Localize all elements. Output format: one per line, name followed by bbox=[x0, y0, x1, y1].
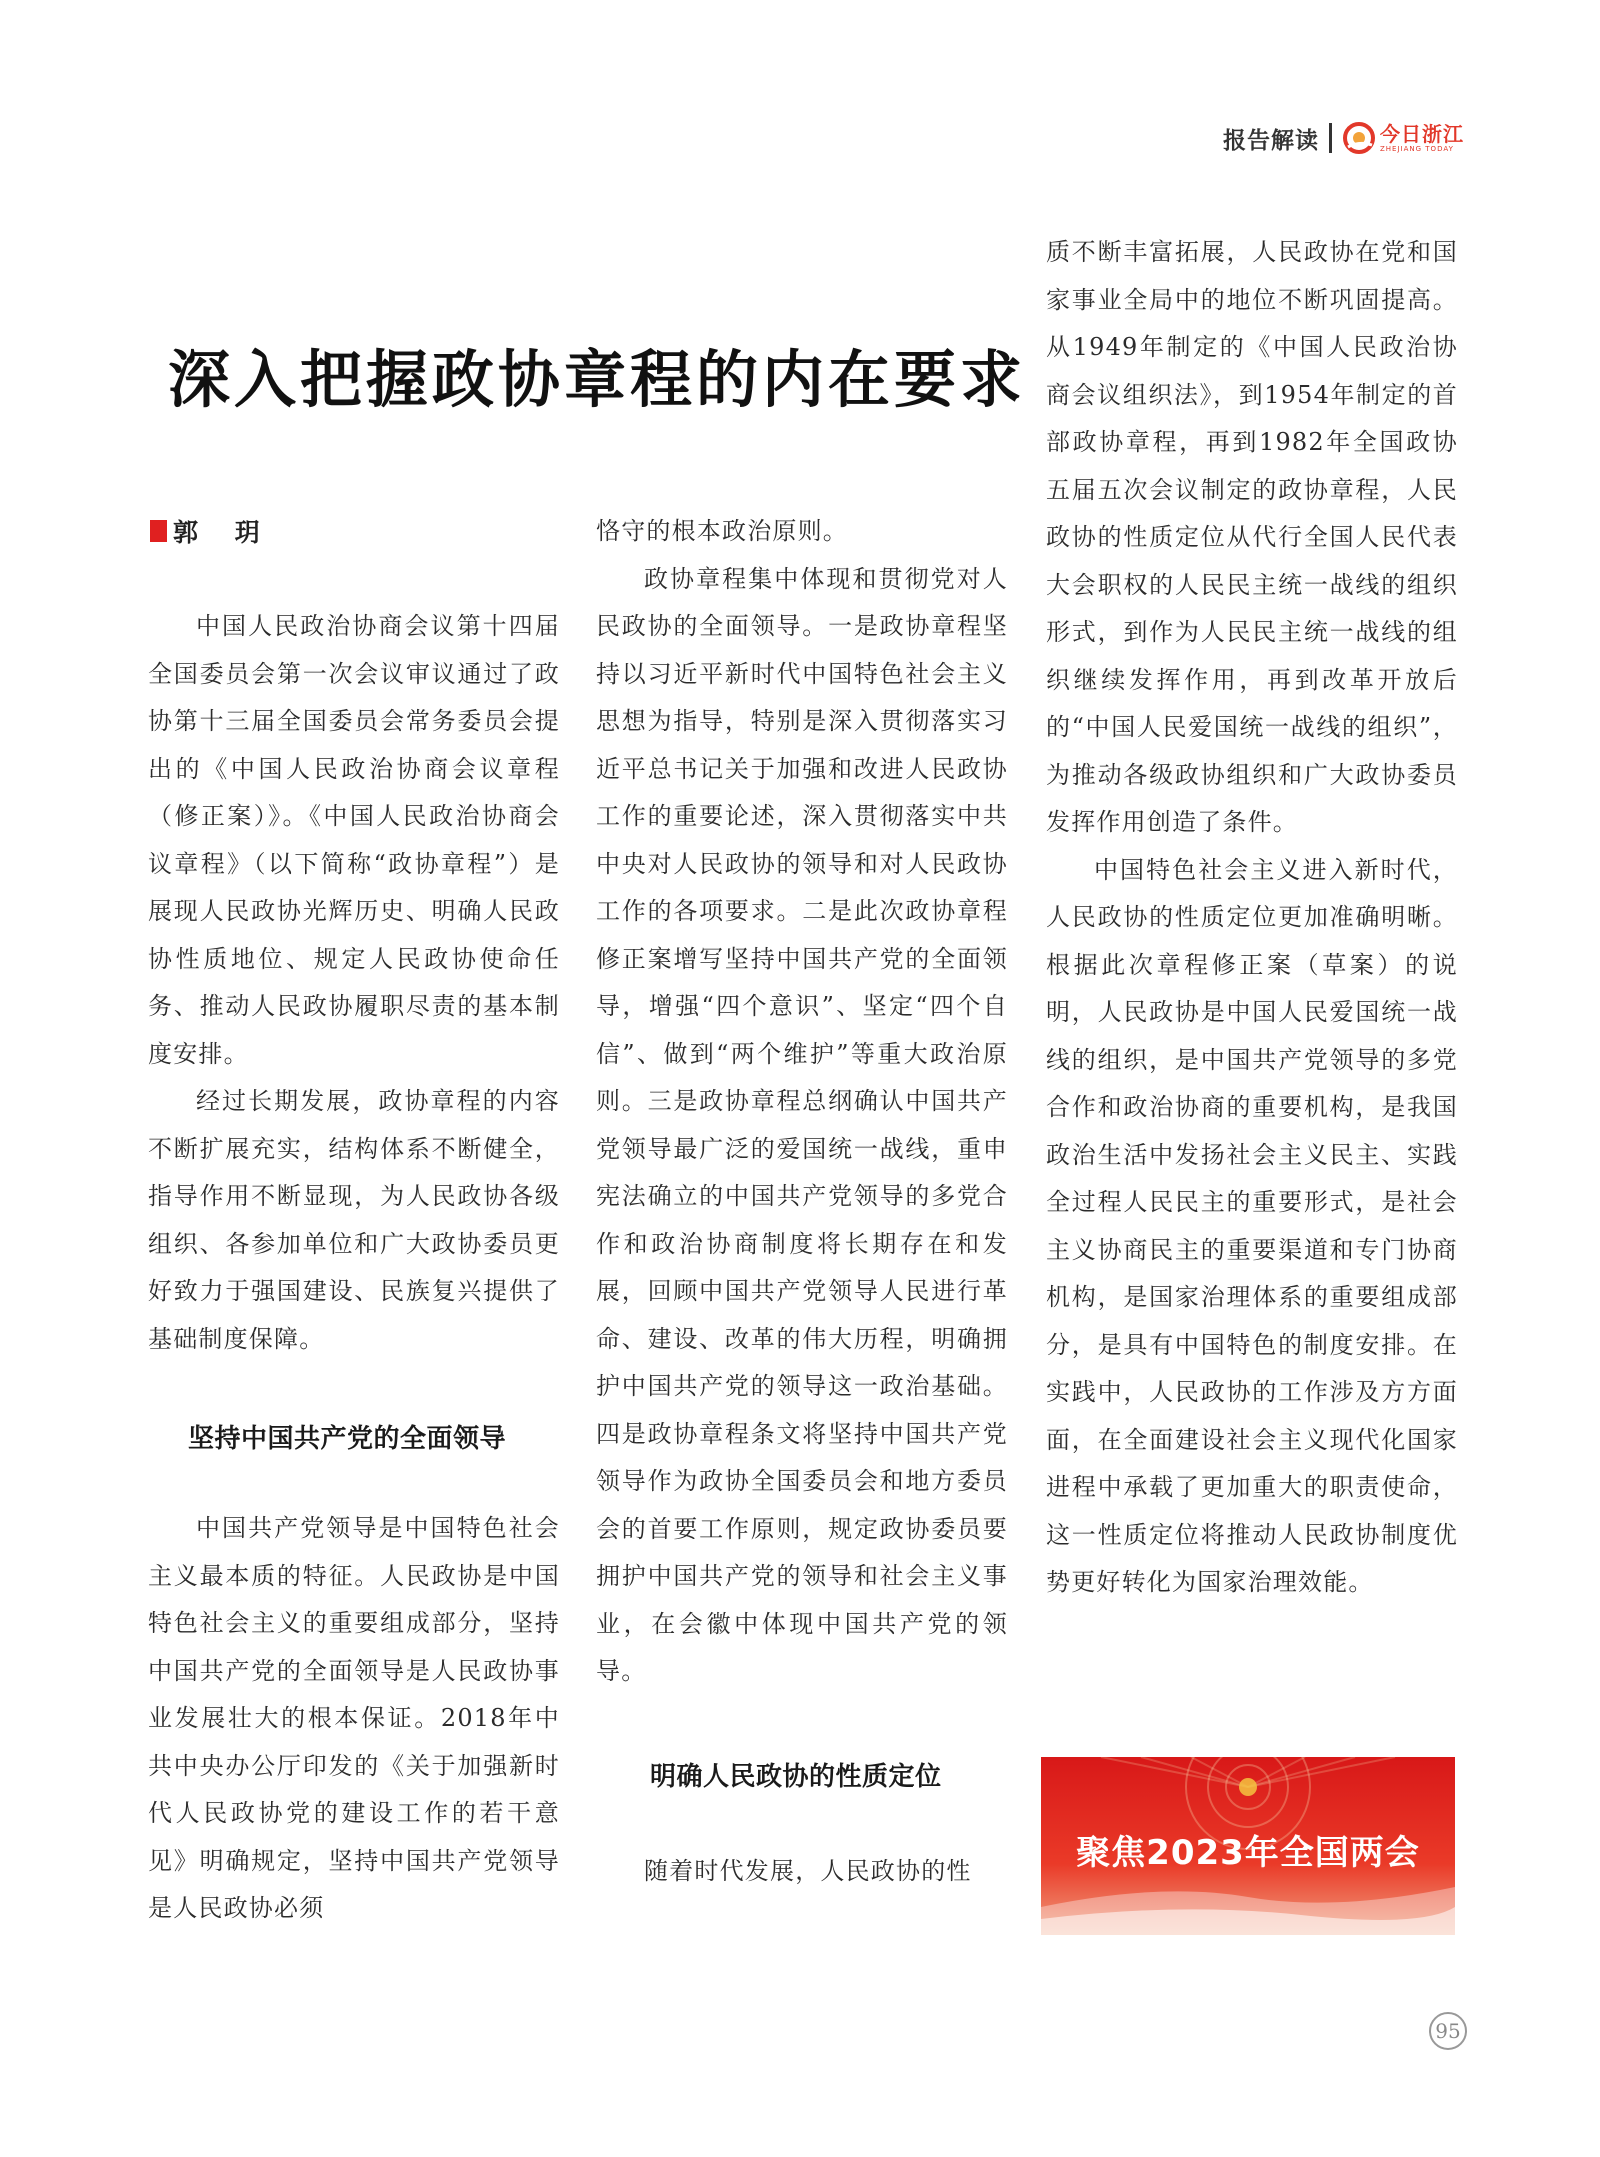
section-label: 报告解读 bbox=[1223, 127, 1319, 154]
logo-english-text: ZHEJIANG TODAY bbox=[1380, 144, 1454, 153]
author-red-marker bbox=[150, 520, 167, 542]
text-column-3 bbox=[1046, 229, 1458, 1607]
section-heading: 明确人民政协的性质定位 bbox=[650, 1761, 942, 1792]
sun-logo-icon bbox=[1342, 121, 1376, 155]
article-title: 深入把握政协章程的内在要求 bbox=[168, 343, 1027, 416]
paragraph: 恪守的根本政治原则。 bbox=[596, 517, 848, 545]
paragraph: 质不断丰富拓展，人民政协在党和国家事业全局中的地位不断巩固提高。从1949年制定的《中国人民政治协商会议组织法》，到1954年制定的首部政协章程，再到1982年全国政协五届五次会议制定的政协章程，人民政协的性质定位从代行全国人民代表大会职权的人民民主统一战线的组织形式，到作为人民民主统一战线的组织继续发挥作用，再到改革开放后的“中国人民爱国统一战线的组织”，为推动各级政协组织和广大政协委员发挥作用创造了条件。 bbox=[1046, 238, 1458, 836]
banner-text: 聚焦2023年全国两会 bbox=[1076, 1833, 1420, 1873]
magazine-logo bbox=[1342, 121, 1464, 155]
section-heading: 坚持中国共产党的全面领导 bbox=[188, 1424, 507, 1454]
author-byline bbox=[150, 513, 274, 549]
paragraph: 中国特色社会主义进入新时代，人民政协的性质定位更加准确明晰。根据此次章程修正案（草案）的说明，人民政协是中国人民爱国统一战线的组织，是中国共产党领导的多党合作和政治协商的重要机构，是我国政治生活中发扬社会主义民主、实践全过程人民民主的重要形式，是社会主义协商民主的重要渠道和专门协商机构，是国家治理体系的重要组成部分，是具有中国特色的制度安排。在实践中，人民政协的工作涉及方方面面，在全面建设社会主义现代化国家进程中承载了更加重大的职责使命，这一性质定位将推动人民政协制度优势更好转化为国家治理效能。 bbox=[1046, 855, 1458, 1596]
page-number-text: 95 bbox=[1435, 2019, 1461, 2043]
page-number bbox=[1429, 2012, 1467, 2050]
paragraph: 经过长期发展，政协章程的内容不断扩展充实，结构体系不断健全，指导作用不断显现，为人民政协各级组织、各参加单位和广大政协委员更好致力于强国建设、民族复兴提供了基础制度保障。 bbox=[148, 1087, 560, 1353]
page-header bbox=[1223, 116, 1464, 160]
paragraph: 政协章程集中体现和贯彻党对人民政协的全面领导。一是政协章程坚持以习近平新时代中国特色社会主义思想为指导，特别是深入贯彻落实习近平总书记关于加强和改进人民政协工作的重要论述，深入贯彻落实中共中央对人民政协的领导和对人民政协工作的各项要求。二是此次政协章程修正案增写坚持中国共产党的全面领导，增强“四个意识”、坚定“四个自信”、做到“两个维护”等重大政治原则。三是政协章程总纲确认中国共产党领导最广泛的爱国统一战线，重申宪法确立的中国共产党领导的多党合作和政治协商制度将长期存在和发展，回顾中国共产党领导人民进行革命、建设、改革的伟大历程，明确拥护中国共产党的领导这一政治基础。四是政协章程条文将坚持中国共产党领导作为政协全国委员会和地方委员会的首要工作原则，规定政协委员要拥护中国共产党的领导和社会主义事业，在会徽中体现中国共产党的领导。 bbox=[596, 564, 1008, 1685]
paragraph: 中国共产党领导是中国特色社会主义最本质的特征。人民政协是中国特色社会主义的重要组成部分，坚持中国共产党的全面领导是人民政协事业发展壮大的根本保证。2018年中共中央办公厅印发的《关于加强新时代人民政协党的建设工作的若干意见》明确规定，坚持中国共产党领导是人民政协必须 bbox=[148, 1514, 560, 1922]
paragraph: 中国人民政治协商会议第十四届全国委员会第一次会议审议通过了政协第十三届全国委员会常务委员会提出的《中国人民政治协商会议章程（修正案）》。《中国人民政治协商会议章程》（以下简称“政协章程”）是展现人民政协光辉历史、明确人民政协性质地位、规定人民政协使命任务、推动人民政协履职尽责的基本制度安排。 bbox=[148, 612, 560, 1068]
two-sessions-banner[interactable] bbox=[1041, 1757, 1455, 1935]
paragraph: 随着时代发展，人民政协的性 bbox=[644, 1856, 972, 1885]
header-divider bbox=[1329, 123, 1332, 153]
text-column-2 bbox=[596, 508, 1008, 1895]
text-column-1 bbox=[148, 603, 560, 1933]
logo-chinese-text: 今日浙江 bbox=[1380, 121, 1464, 146]
author-name: 郭 玥 bbox=[173, 518, 274, 547]
